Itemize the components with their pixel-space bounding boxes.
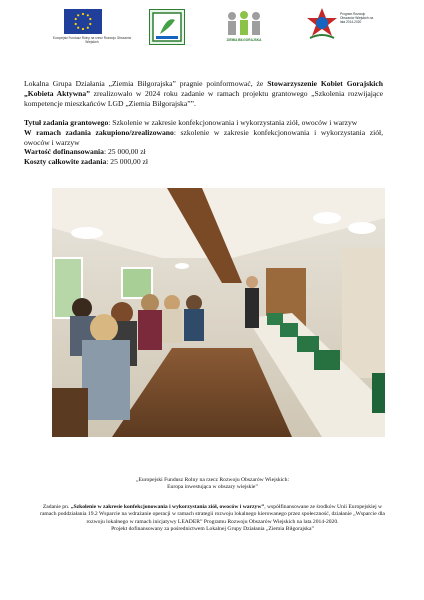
funding-label: Wartość dofinansowania xyxy=(24,147,104,157)
footer-line-last: Projekt dofinansowany za pośrednictwem Lokalnej Grupy Działania „Ziemia Biłgorajska” xyxy=(111,526,314,533)
intro-text-b: zrealizowało w 2024 roku zadanie w ramach projektu grantowego „Szkolenia rozwijające kompetencje mieszkańców LGD „Ziemia Biłgorajska””. xyxy=(24,88,383,108)
footer-funding-notice xyxy=(40,477,385,533)
footer-line1: „Europejski Fundusz Rolny na rzecz Rozwoju Obszarów Wiejskich: xyxy=(136,477,289,483)
intro-org-name: Stowarzyszenie Kobiet Gorajskich „Kobieta Aktywna” xyxy=(24,79,383,98)
leader-logo xyxy=(149,9,185,45)
intro-text-a: Lokalna Grupa Działania „Ziemia Biłgorajska” pragnie poinformować, że xyxy=(24,79,268,88)
done-label: W ramach zadania zakupiono/zrealizowano xyxy=(24,127,174,137)
footer-para-b: , współfinansowane ze środków Unii Europejskiej w ramach poddziałania 19.2 Wsparcie na wdrażanie operacji w ramach strategii rozwoju lokalnego kierowanego przez społeczność, działanie „Wsparcie dla rozwoju lokalnego w ramach inicjatywy LEADER” Programu Rozwoju Obszarów Wiejskich na lata 2014-2020. xyxy=(40,503,385,525)
prow-caption: Program Rozwoju Obszarów Wiejskich na lata 2014-2020 xyxy=(340,12,374,24)
lgd-caption: ZIEMIA BIŁGORAJSKA xyxy=(226,38,262,42)
lgd-logo xyxy=(220,10,268,44)
prow-logo xyxy=(304,6,374,46)
eu-caption: Europejski Fundusz Rolny na rzecz Rozwoju Obszarów Wiejskich xyxy=(52,36,132,44)
logo-bar xyxy=(52,6,382,48)
footer-line2: Europa inwestująca w obszary wiejskie” xyxy=(167,484,258,491)
done-value: : szkolenie w zakresie konfekcjonowania i wykorzystania ziół, owoców i warzyw xyxy=(24,127,384,147)
title-label: Tytuł zadania grantowego xyxy=(24,118,109,127)
cost-label: Koszty całkowite zadania xyxy=(24,157,107,167)
cost-value: : 25 000,00 zł xyxy=(106,157,149,167)
workshop-photo xyxy=(52,188,385,437)
footer-para-a: Zadanie pn. xyxy=(42,503,71,510)
funding-value: : 25 000,00 zł xyxy=(103,147,146,157)
footer-task-name: „Szkolenie w zakresie konfekcjonowania i wykorzystania ziół, owoców i warzyw” xyxy=(70,503,265,510)
intro-paragraph xyxy=(24,79,383,108)
task-details xyxy=(24,118,383,167)
eu-flag-icon xyxy=(64,9,102,34)
title-value: : Szkolenie w zakresie konfekcjonowania i wykorzystania ziół, owoców i warzyw xyxy=(108,118,358,127)
